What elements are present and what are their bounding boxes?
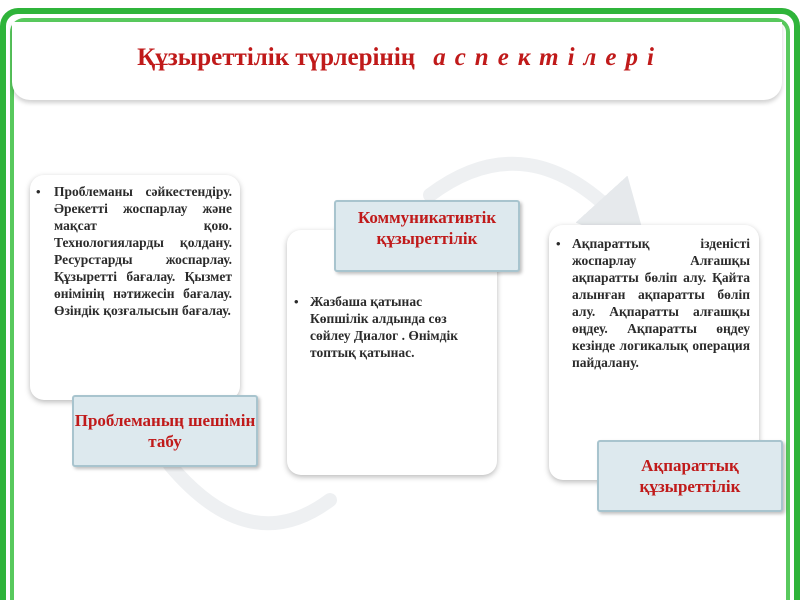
- card-communicative-content: • Жазбаша қатынас Көпшілік алдында сөз сөйлеу Диалог . Өнімдік топтық қатынас.: [294, 293, 490, 361]
- card-problem-solving-text: Проблеманы сәйкестендіру. Әрекетті жоспарлау және мақсат қою. Технологияларды қолдану. Ресурстарды жоспарлау. Құзыретті бағалау. Қызмет өнімінің нәтижесін бағалау. Өзіндік қозғалысын бағалау.: [54, 184, 232, 318]
- card-communicative-label: Коммуникативтік құзыреттілік: [334, 200, 520, 272]
- title-spaced: аспектілері: [433, 44, 663, 71]
- card-problem-solving-label: Проблеманың шешімін табу: [72, 395, 258, 467]
- card-problem-solving-content: • Проблеманы сәйкестендіру. Әрекетті жоспарлау және мақсат қою. Технологияларды қолдану. Ресурстарды жоспарлау. Құзыретті бағалау. Қызмет өнімінің нәтижесін бағалау. Өзіндік қозғалысын бағалау.: [36, 184, 232, 318]
- card-information-content: • Ақпараттық ізденісті жоспарлау Алғашқы ақпаратты бөліп алу. Қайта алынған ақпаратты бөліп алу. Ақпаратты алғашқы өңдеу. Ақпаратты өңдеу кезінде логикалық операция пайдалану.: [556, 236, 750, 370]
- card-communicative-text: Жазбаша қатынас Көпшілік алдында сөз сөйлеу Диалог . Өнімдік топтық қатынас.: [310, 294, 458, 360]
- title-main: Құзыреттілік түрлерінің: [137, 44, 416, 71]
- card-information-text: Ақпараттық ізденісті жоспарлау Алғашқы ақпаратты бөліп алу. Қайта алынған ақпаратты бөліп алу. Ақпаратты алғашқы өңдеу. Ақпаратты өңдеу кезінде логикалық операция пайдалану.: [572, 236, 750, 370]
- card-information-label: Ақпараттық құзыреттілік: [597, 440, 783, 512]
